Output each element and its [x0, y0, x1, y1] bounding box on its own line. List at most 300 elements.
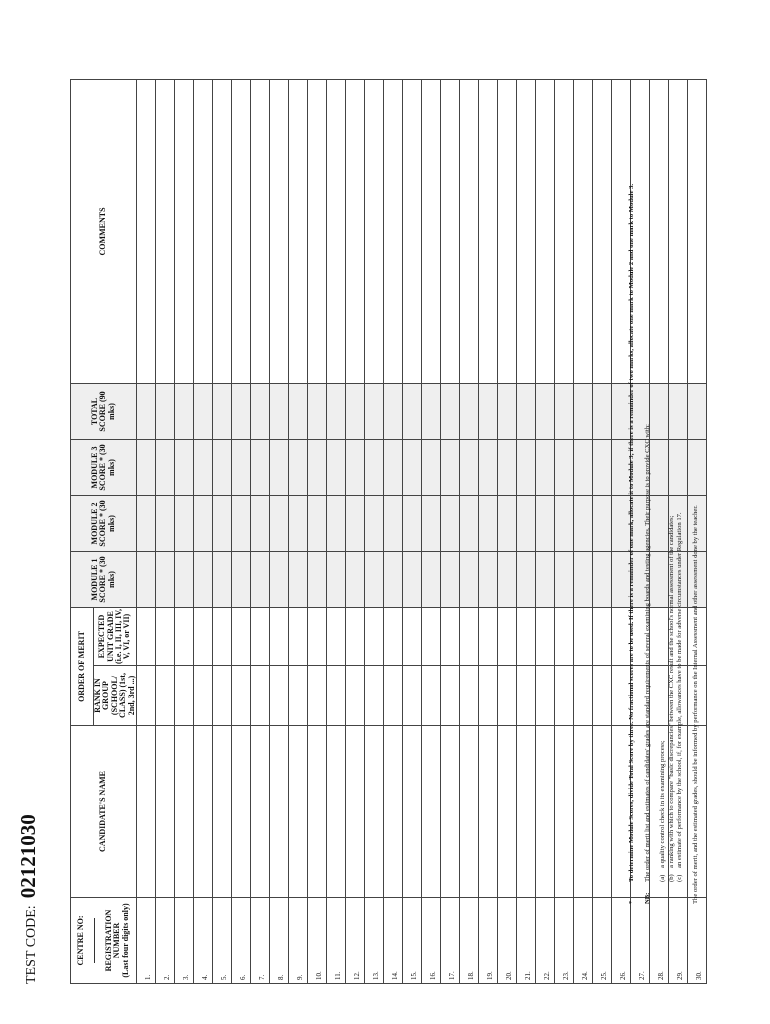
comments-cell[interactable] — [136, 79, 155, 383]
expected-grade-cell[interactable] — [155, 607, 174, 665]
total-score-cell[interactable] — [383, 383, 402, 439]
test-code-label: TEST CODE: — [24, 905, 39, 984]
reg-number-cell[interactable] — [554, 898, 573, 984]
module2-cell[interactable] — [193, 495, 212, 551]
comments-cell[interactable] — [231, 79, 250, 383]
rank-cell[interactable] — [573, 666, 592, 726]
rank-cell[interactable] — [174, 666, 193, 726]
module1-cell[interactable] — [231, 551, 250, 607]
reg-number-cell[interactable] — [345, 898, 364, 984]
module1-cell[interactable] — [288, 551, 307, 607]
module1-cell[interactable] — [174, 551, 193, 607]
candidate-name-cell[interactable] — [326, 726, 345, 898]
rank-cell[interactable] — [516, 666, 535, 726]
reg-number-cell[interactable] — [421, 898, 440, 984]
module3-cell[interactable] — [155, 439, 174, 495]
reg-number-cell[interactable] — [307, 898, 326, 984]
reg-number-cell[interactable] — [250, 898, 269, 984]
module2-cell[interactable] — [174, 495, 193, 551]
candidate-name-cell[interactable] — [440, 726, 459, 898]
total-score-cell[interactable] — [402, 383, 421, 439]
rank-cell[interactable] — [478, 666, 497, 726]
module2-cell[interactable] — [440, 495, 459, 551]
rank-cell[interactable] — [459, 666, 478, 726]
order-of-merit-table — [70, 79, 707, 984]
row-number: 3. — [181, 974, 190, 980]
comments-cell[interactable] — [592, 79, 611, 383]
expected-grade-cell[interactable] — [440, 607, 459, 665]
module3-cell[interactable] — [174, 439, 193, 495]
star-note-text: To determine Module Scores, divide Total Score by three. No fractional scores are to be used. If there is a remainder of one mark, allocate it to Module 3; if there is a remainder of two marks, allocate one mark to Module 2 and one mark to Module 3. — [628, 183, 635, 882]
comments-cell[interactable] — [307, 79, 326, 383]
module3-cell[interactable] — [478, 439, 497, 495]
table-row — [402, 79, 421, 983]
comments-cell[interactable] — [326, 79, 345, 383]
total-score-cell[interactable] — [592, 383, 611, 439]
module3-cell[interactable] — [383, 439, 402, 495]
expected-grade-cell[interactable] — [307, 607, 326, 665]
module3-cell[interactable] — [307, 439, 326, 495]
rank-cell[interactable] — [269, 666, 288, 726]
module3-cell[interactable] — [421, 439, 440, 495]
module3-cell[interactable] — [364, 439, 383, 495]
reg-number-cell[interactable] — [440, 898, 459, 984]
module3-cell[interactable] — [573, 439, 592, 495]
module2-cell[interactable] — [155, 495, 174, 551]
purpose-item — [668, 24, 677, 882]
module1-cell[interactable] — [383, 551, 402, 607]
comments-cell[interactable] — [193, 79, 212, 383]
reg-number-cell[interactable] — [193, 898, 212, 984]
reg-number-cell[interactable] — [516, 898, 535, 984]
module1-cell[interactable] — [345, 551, 364, 607]
module3-cell[interactable] — [516, 439, 535, 495]
test-code-header — [16, 814, 41, 984]
module3-cell[interactable] — [345, 439, 364, 495]
total-score-cell[interactable] — [459, 383, 478, 439]
table-row — [250, 79, 269, 983]
row-number: 24. — [580, 971, 589, 980]
comments-cell[interactable] — [440, 79, 459, 383]
nb-marker: NB: — [643, 892, 651, 904]
purpose-item-key: (c) — [676, 874, 684, 882]
row-number: 11. — [333, 971, 342, 980]
row-number: 18. — [466, 971, 475, 980]
candidate-name-cell[interactable] — [288, 726, 307, 898]
expected-grade-cell[interactable] — [250, 607, 269, 665]
purpose-item-text: a ranking with which to compare "basic discrepancies" between the CXC result and the school's normal assessment of the candidates; — [667, 515, 675, 868]
total-score-cell[interactable] — [212, 383, 231, 439]
module1-cell[interactable] — [136, 551, 155, 607]
comments-cell[interactable] — [535, 79, 554, 383]
purpose-item-text: a quality control check in its examining process; — [659, 740, 667, 868]
rank-cell[interactable] — [421, 666, 440, 726]
module1-cell[interactable] — [478, 551, 497, 607]
total-score-cell[interactable] — [231, 383, 250, 439]
module1-header: MODULE 1 SCORE * (30 mks) — [71, 551, 137, 607]
module3-cell[interactable] — [402, 439, 421, 495]
reg-number-cell[interactable] — [212, 898, 231, 984]
module3-cell[interactable] — [554, 439, 573, 495]
row-number: 16. — [428, 971, 437, 980]
test-code-value: 02121030 — [16, 814, 40, 899]
module2-cell[interactable] — [573, 495, 592, 551]
total-score-cell[interactable] — [326, 383, 345, 439]
total-score-cell[interactable] — [269, 383, 288, 439]
module1-cell[interactable] — [307, 551, 326, 607]
table-row — [497, 79, 516, 983]
total-score-cell[interactable] — [364, 383, 383, 439]
table-row — [212, 79, 231, 983]
reg-number-cell[interactable] — [573, 898, 592, 984]
row-number: 10. — [314, 971, 323, 980]
candidate-name-cell[interactable] — [421, 726, 440, 898]
rank-cell[interactable] — [307, 666, 326, 726]
module3-cell[interactable] — [269, 439, 288, 495]
module2-cell[interactable] — [592, 495, 611, 551]
expected-grade-cell[interactable] — [421, 607, 440, 665]
comments-cell[interactable] — [345, 79, 364, 383]
table-row — [516, 79, 535, 983]
module1-cell[interactable] — [516, 551, 535, 607]
rank-cell[interactable] — [136, 666, 155, 726]
table-body — [136, 79, 706, 983]
row-number: 8. — [276, 974, 285, 980]
expected-grade-cell[interactable] — [288, 607, 307, 665]
total-score-cell[interactable] — [307, 383, 326, 439]
footnotes — [628, 24, 700, 904]
total-score-cell[interactable] — [478, 383, 497, 439]
module3-header: MODULE 3 SCORE * (30 mks) — [71, 439, 137, 495]
candidate-name-cell[interactable] — [345, 726, 364, 898]
module2-cell[interactable] — [459, 495, 478, 551]
purpose-item — [676, 24, 685, 882]
expected-grade-cell[interactable] — [136, 607, 155, 665]
rank-cell[interactable] — [250, 666, 269, 726]
reg-number-cell[interactable] — [478, 898, 497, 984]
expected-grade-cell[interactable] — [269, 607, 288, 665]
candidate-name-cell[interactable] — [364, 726, 383, 898]
row-number: 25. — [599, 971, 608, 980]
module2-cell[interactable] — [269, 495, 288, 551]
module1-cell[interactable] — [497, 551, 516, 607]
module3-cell[interactable] — [535, 439, 554, 495]
reg-number-sub: (Last four digits only) — [120, 903, 130, 978]
rank-cell[interactable] — [554, 666, 573, 726]
total-score-cell[interactable] — [421, 383, 440, 439]
rank-cell[interactable] — [155, 666, 174, 726]
comments-cell[interactable] — [402, 79, 421, 383]
row-number: 30. — [694, 971, 703, 980]
comments-cell[interactable] — [554, 79, 573, 383]
candidate-name-cell[interactable] — [193, 726, 212, 898]
reg-number-cell[interactable] — [497, 898, 516, 984]
rank-cell[interactable] — [231, 666, 250, 726]
comments-cell[interactable] — [212, 79, 231, 383]
reg-number-cell[interactable] — [611, 898, 630, 984]
row-number: 28. — [656, 971, 665, 980]
module2-cell[interactable] — [402, 495, 421, 551]
candidate-name-cell[interactable] — [307, 726, 326, 898]
table-row — [440, 79, 459, 983]
reg-number-cell[interactable] — [383, 898, 402, 984]
table-row — [459, 79, 478, 983]
candidate-name-cell[interactable] — [516, 726, 535, 898]
comments-cell[interactable] — [288, 79, 307, 383]
rank-cell[interactable] — [440, 666, 459, 726]
module1-cell[interactable] — [535, 551, 554, 607]
module3-cell[interactable] — [250, 439, 269, 495]
reg-number-cell[interactable] — [174, 898, 193, 984]
row-number: 17. — [447, 971, 456, 980]
table-row — [193, 79, 212, 983]
rank-cell[interactable] — [535, 666, 554, 726]
table-row — [155, 79, 174, 983]
module3-cell[interactable] — [136, 439, 155, 495]
row-number: 5. — [219, 974, 228, 980]
module2-cell[interactable] — [231, 495, 250, 551]
module1-cell[interactable] — [459, 551, 478, 607]
closing-note: The order of merit, and the estimated grades, should be informed by performance on the Internal Assessment and other assessment done by the teacher. — [691, 505, 699, 904]
rank-cell[interactable] — [326, 666, 345, 726]
reg-number-cell[interactable] — [649, 898, 668, 984]
nb-note-text: The order of merit list and estimates of candidates' grades are standard requirements of several examining boards and testing agencies. Their purpose is to provide CXC with: — [643, 424, 651, 882]
module1-cell[interactable] — [554, 551, 573, 607]
expected-grade-cell[interactable] — [231, 607, 250, 665]
candidate-name-cell[interactable] — [478, 726, 497, 898]
purpose-item-key: (b) — [667, 874, 675, 882]
expected-grade-cell[interactable] — [212, 607, 231, 665]
rank-in-group-header: RANK IN GROUP (SCHOOL/ CLASS) (1st, 2nd, 3rd ...) — [94, 666, 137, 726]
table-row — [345, 79, 364, 983]
module1-cell[interactable] — [364, 551, 383, 607]
module1-cell[interactable] — [421, 551, 440, 607]
rank-cell[interactable] — [402, 666, 421, 726]
candidate-name-cell[interactable] — [155, 726, 174, 898]
total-score-cell[interactable] — [554, 383, 573, 439]
row-number: 26. — [618, 971, 627, 980]
row-number: 19. — [485, 971, 494, 980]
module2-cell[interactable] — [364, 495, 383, 551]
reg-number-label: REGISTRATION NUMBER — [104, 909, 122, 972]
expected-grade-cell[interactable] — [193, 607, 212, 665]
total-score-header: TOTAL SCORE (90 mks) — [71, 383, 137, 439]
candidate-name-cell[interactable] — [383, 726, 402, 898]
module1-cell[interactable] — [212, 551, 231, 607]
comments-cell[interactable] — [155, 79, 174, 383]
reg-number-cell[interactable] — [269, 898, 288, 984]
reg-number-cell[interactable] — [364, 898, 383, 984]
total-score-cell[interactable] — [497, 383, 516, 439]
total-score-cell[interactable] — [345, 383, 364, 439]
comments-cell[interactable] — [478, 79, 497, 383]
total-score-cell[interactable] — [193, 383, 212, 439]
expected-grade-cell[interactable] — [573, 607, 592, 665]
rank-cell[interactable] — [364, 666, 383, 726]
expected-grade-cell[interactable] — [478, 607, 497, 665]
candidate-name-cell[interactable] — [535, 726, 554, 898]
comments-cell[interactable] — [269, 79, 288, 383]
comments-cell[interactable] — [497, 79, 516, 383]
candidate-name-cell[interactable] — [136, 726, 155, 898]
reg-number-cell[interactable] — [402, 898, 421, 984]
reg-number-cell[interactable] — [592, 898, 611, 984]
comments-cell[interactable] — [459, 79, 478, 383]
module1-cell[interactable] — [269, 551, 288, 607]
module1-cell[interactable] — [592, 551, 611, 607]
expected-grade-cell[interactable] — [383, 607, 402, 665]
total-score-cell[interactable] — [250, 383, 269, 439]
expected-grade-cell[interactable] — [516, 607, 535, 665]
nb-note — [644, 24, 653, 904]
expected-grade-cell[interactable] — [535, 607, 554, 665]
module2-cell[interactable] — [288, 495, 307, 551]
module1-cell[interactable] — [193, 551, 212, 607]
row-number: 14. — [390, 971, 399, 980]
candidate-name-cell[interactable] — [250, 726, 269, 898]
candidate-name-cell[interactable] — [459, 726, 478, 898]
rank-cell[interactable] — [497, 666, 516, 726]
reg-number-cell[interactable] — [288, 898, 307, 984]
candidate-name-cell[interactable] — [592, 726, 611, 898]
module3-cell[interactable] — [497, 439, 516, 495]
reg-number-cell[interactable] — [668, 898, 687, 984]
reg-number-cell[interactable] — [535, 898, 554, 984]
expected-grade-cell[interactable] — [402, 607, 421, 665]
reg-number-cell[interactable] — [630, 898, 649, 984]
purpose-item-text: an estimate of performance by the school, if, for example, allowances have to be made for adverse circumstances under Regulation 17. — [676, 512, 684, 868]
expected-grade-cell[interactable] — [592, 607, 611, 665]
expected-grade-cell[interactable] — [497, 607, 516, 665]
comments-cell[interactable] — [364, 79, 383, 383]
centre-no-field — [77, 898, 95, 983]
reg-number-cell[interactable] — [231, 898, 250, 984]
table-row — [307, 79, 326, 983]
module3-cell[interactable] — [459, 439, 478, 495]
expected-grade-cell[interactable] — [459, 607, 478, 665]
row-number: 6. — [238, 974, 247, 980]
module2-cell[interactable] — [307, 495, 326, 551]
rank-cell[interactable] — [345, 666, 364, 726]
table-row — [288, 79, 307, 983]
total-score-cell[interactable] — [136, 383, 155, 439]
rank-cell[interactable] — [592, 666, 611, 726]
candidate-name-cell[interactable] — [402, 726, 421, 898]
star-marker: * — [628, 900, 635, 904]
module1-cell[interactable] — [402, 551, 421, 607]
reg-number-cell[interactable] — [155, 898, 174, 984]
centre-no-label: CENTRE NO: — [75, 915, 85, 966]
module2-cell[interactable] — [212, 495, 231, 551]
module3-cell[interactable] — [440, 439, 459, 495]
module2-cell[interactable] — [326, 495, 345, 551]
reg-number-cell[interactable] — [136, 898, 155, 984]
row-number: 29. — [675, 971, 684, 980]
rank-cell[interactable] — [383, 666, 402, 726]
candidate-name-cell[interactable] — [554, 726, 573, 898]
table-row — [573, 79, 592, 983]
expected-grade-cell[interactable] — [174, 607, 193, 665]
row-number: 12. — [352, 971, 361, 980]
module2-cell[interactable] — [497, 495, 516, 551]
module3-cell[interactable] — [231, 439, 250, 495]
module2-cell[interactable] — [345, 495, 364, 551]
module2-cell[interactable] — [421, 495, 440, 551]
module2-cell[interactable] — [250, 495, 269, 551]
module3-cell[interactable] — [212, 439, 231, 495]
candidate-name-cell[interactable] — [174, 726, 193, 898]
table-row — [592, 79, 611, 983]
table-row — [554, 79, 573, 983]
comments-cell[interactable] — [573, 79, 592, 383]
module3-cell[interactable] — [193, 439, 212, 495]
reg-number-cell[interactable] — [459, 898, 478, 984]
row-number: 7. — [257, 974, 266, 980]
rank-cell[interactable] — [193, 666, 212, 726]
module1-cell[interactable] — [326, 551, 345, 607]
candidate-name-cell[interactable] — [497, 726, 516, 898]
candidate-name-cell[interactable] — [212, 726, 231, 898]
module3-cell[interactable] — [326, 439, 345, 495]
comments-cell[interactable] — [174, 79, 193, 383]
candidate-name-cell[interactable] — [231, 726, 250, 898]
reg-number-cell[interactable] — [326, 898, 345, 984]
comments-cell[interactable] — [421, 79, 440, 383]
total-score-cell[interactable] — [288, 383, 307, 439]
module1-cell[interactable] — [573, 551, 592, 607]
rank-cell[interactable] — [288, 666, 307, 726]
module1-cell[interactable] — [440, 551, 459, 607]
expected-grade-cell[interactable] — [364, 607, 383, 665]
module2-cell[interactable] — [383, 495, 402, 551]
total-score-cell[interactable] — [155, 383, 174, 439]
row-number: 1. — [143, 974, 152, 980]
module2-cell[interactable] — [516, 495, 535, 551]
expected-grade-cell[interactable] — [326, 607, 345, 665]
comments-header: COMMENTS — [71, 79, 137, 383]
module2-cell[interactable] — [535, 495, 554, 551]
module2-cell[interactable] — [478, 495, 497, 551]
module1-cell[interactable] — [250, 551, 269, 607]
row-number: 2. — [162, 974, 171, 980]
reg-number-cell[interactable] — [687, 898, 706, 984]
centre-no-line[interactable] — [85, 918, 95, 963]
module2-cell[interactable] — [136, 495, 155, 551]
candidate-name-cell[interactable] — [573, 726, 592, 898]
comments-cell[interactable] — [383, 79, 402, 383]
total-score-cell[interactable] — [516, 383, 535, 439]
module3-cell[interactable] — [288, 439, 307, 495]
total-score-cell[interactable] — [535, 383, 554, 439]
total-score-cell[interactable] — [440, 383, 459, 439]
comments-cell[interactable] — [250, 79, 269, 383]
total-score-cell[interactable] — [573, 383, 592, 439]
module1-cell[interactable] — [155, 551, 174, 607]
candidate-name-cell[interactable] — [269, 726, 288, 898]
comments-cell[interactable] — [516, 79, 535, 383]
reg-number-header — [71, 898, 137, 984]
rank-cell[interactable] — [212, 666, 231, 726]
expected-grade-cell[interactable] — [345, 607, 364, 665]
module2-header: MODULE 2 SCORE * (30 mks) — [71, 495, 137, 551]
table-row — [383, 79, 402, 983]
module2-cell[interactable] — [554, 495, 573, 551]
total-score-cell[interactable] — [174, 383, 193, 439]
order-of-merit-header: ORDER OF MERIT — [71, 607, 94, 725]
table-row — [478, 79, 497, 983]
module3-cell[interactable] — [592, 439, 611, 495]
expected-grade-cell[interactable] — [554, 607, 573, 665]
